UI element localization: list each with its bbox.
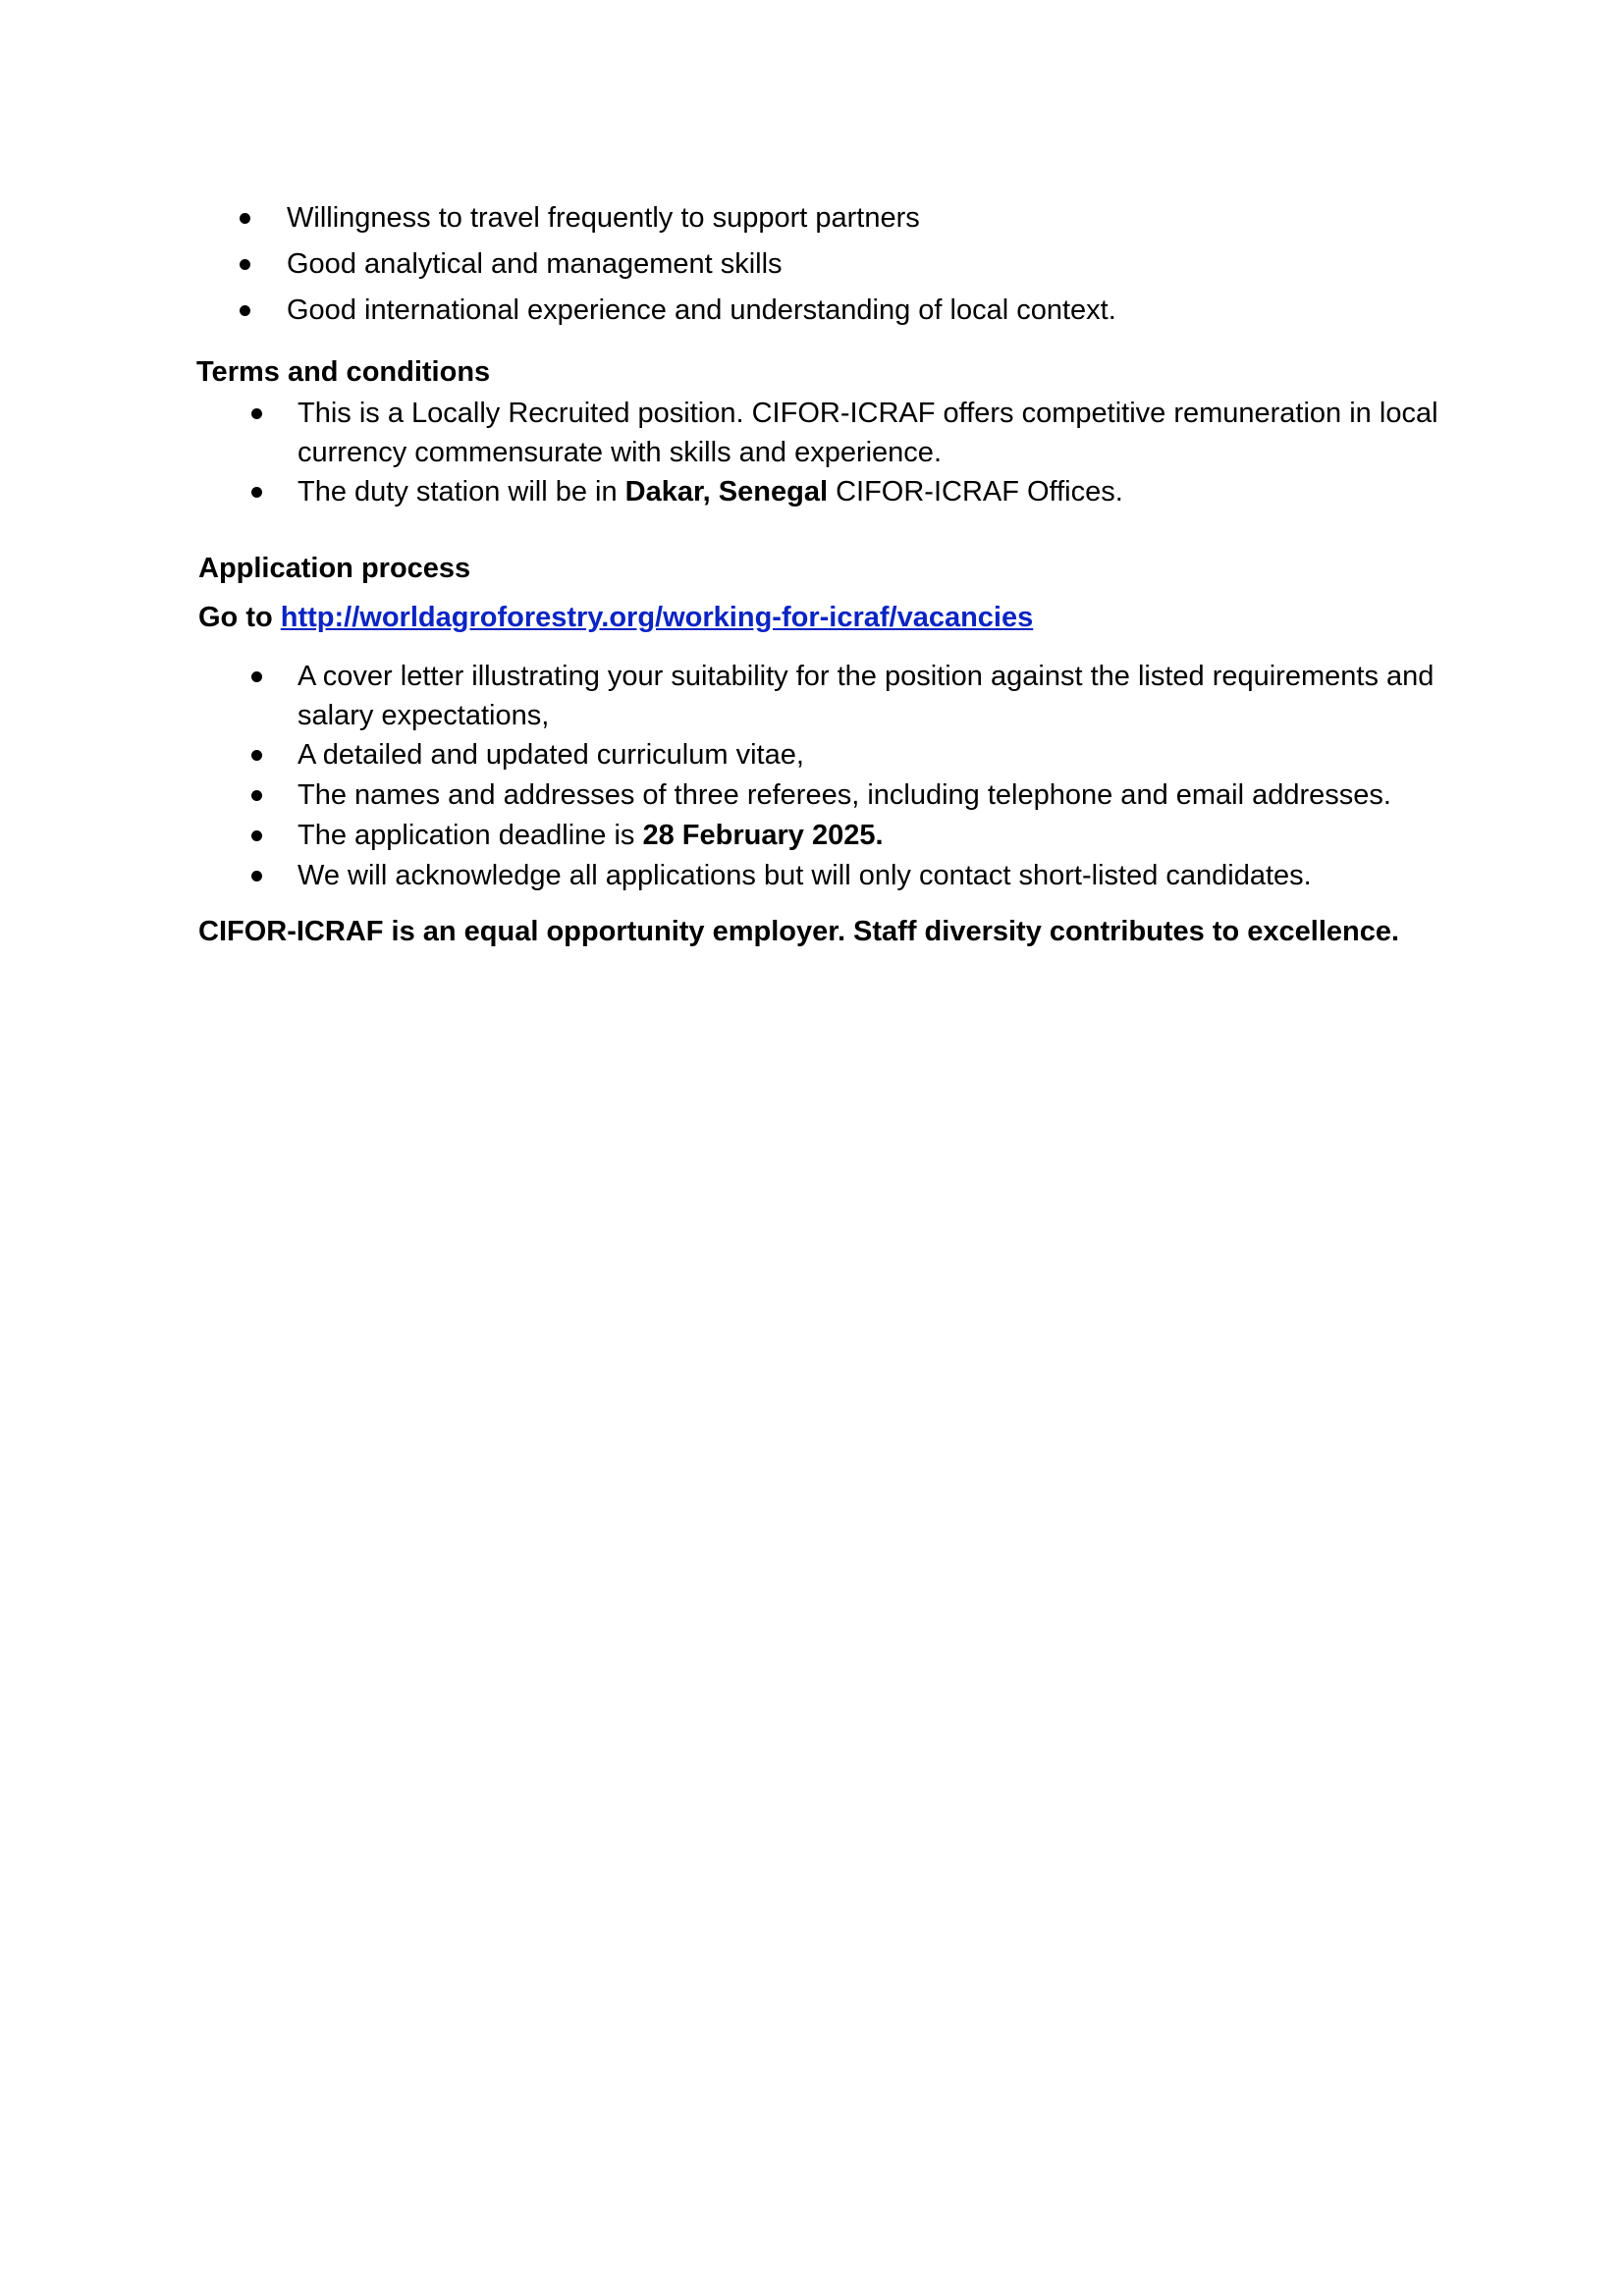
list-item-text: This is a Locally Recruited position. CIFOR-ICRAF offers competitive remuneration in local currency commensurate with skills and experience. — [298, 398, 1438, 468]
list-item — [0, 735, 1473, 775]
list-item-text: We will acknowledge all applications but will only contact short-listed candidates. — [298, 860, 1312, 891]
bullet-icon — [240, 259, 250, 270]
list-item-text — [298, 816, 884, 855]
bullet-icon — [251, 871, 262, 881]
bullet-icon — [251, 408, 262, 419]
list-item-text: Willingness to travel frequently to support partners — [287, 202, 920, 234]
duty-station-location: Dakar, Senegal — [624, 476, 829, 507]
bullet-icon — [240, 213, 250, 224]
list-item — [0, 198, 1473, 244]
list-item — [0, 244, 1473, 291]
closing-statement: CIFOR-ICRAF is an equal opportunity employer. Staff diversity contributes to excellence. — [198, 916, 1400, 947]
bullet-icon — [251, 830, 262, 841]
list-item — [0, 472, 1473, 511]
list-item-text: The names and addresses of three referees, including telephone and email addresses. — [298, 779, 1391, 811]
list-item — [0, 856, 1473, 896]
list-item — [0, 775, 1473, 816]
bullet-icon — [251, 487, 262, 498]
bullet-icon — [240, 305, 250, 316]
list-item-text: Good international experience and understanding of local context. — [287, 294, 1116, 326]
vacancies-link[interactable]: http://worldagroforestry.org/working-for-icraf/vacancies — [280, 602, 1034, 633]
list-item — [0, 816, 1473, 856]
deadline-date: 28 February 2025. — [642, 820, 884, 851]
application-goto-line — [198, 598, 1033, 637]
duty-station-prefix: The duty station will be in — [298, 476, 625, 507]
list-item — [0, 291, 1473, 337]
list-item-text: A detailed and updated curriculum vitae, — [298, 739, 804, 771]
terms-heading: Terms and conditions — [196, 356, 491, 388]
application-requirements-list — [0, 657, 1473, 896]
requirements-list — [0, 198, 1473, 337]
list-item — [0, 657, 1473, 735]
list-item-text: Good analytical and management skills — [287, 248, 783, 280]
deadline-prefix: The application deadline is — [298, 820, 643, 851]
application-heading: Application process — [198, 553, 471, 584]
bullet-icon — [251, 750, 262, 761]
list-item-text — [298, 472, 1123, 511]
goto-prefix: Go to — [198, 602, 281, 633]
list-item — [0, 394, 1473, 472]
terms-list — [0, 394, 1473, 511]
bullet-icon — [251, 790, 262, 801]
duty-station-suffix: CIFOR-ICRAF Offices. — [828, 476, 1123, 507]
bullet-icon — [251, 671, 262, 682]
list-item-text: A cover letter illustrating your suitability for the position against the listed requirements and salary expectations, — [298, 661, 1435, 731]
